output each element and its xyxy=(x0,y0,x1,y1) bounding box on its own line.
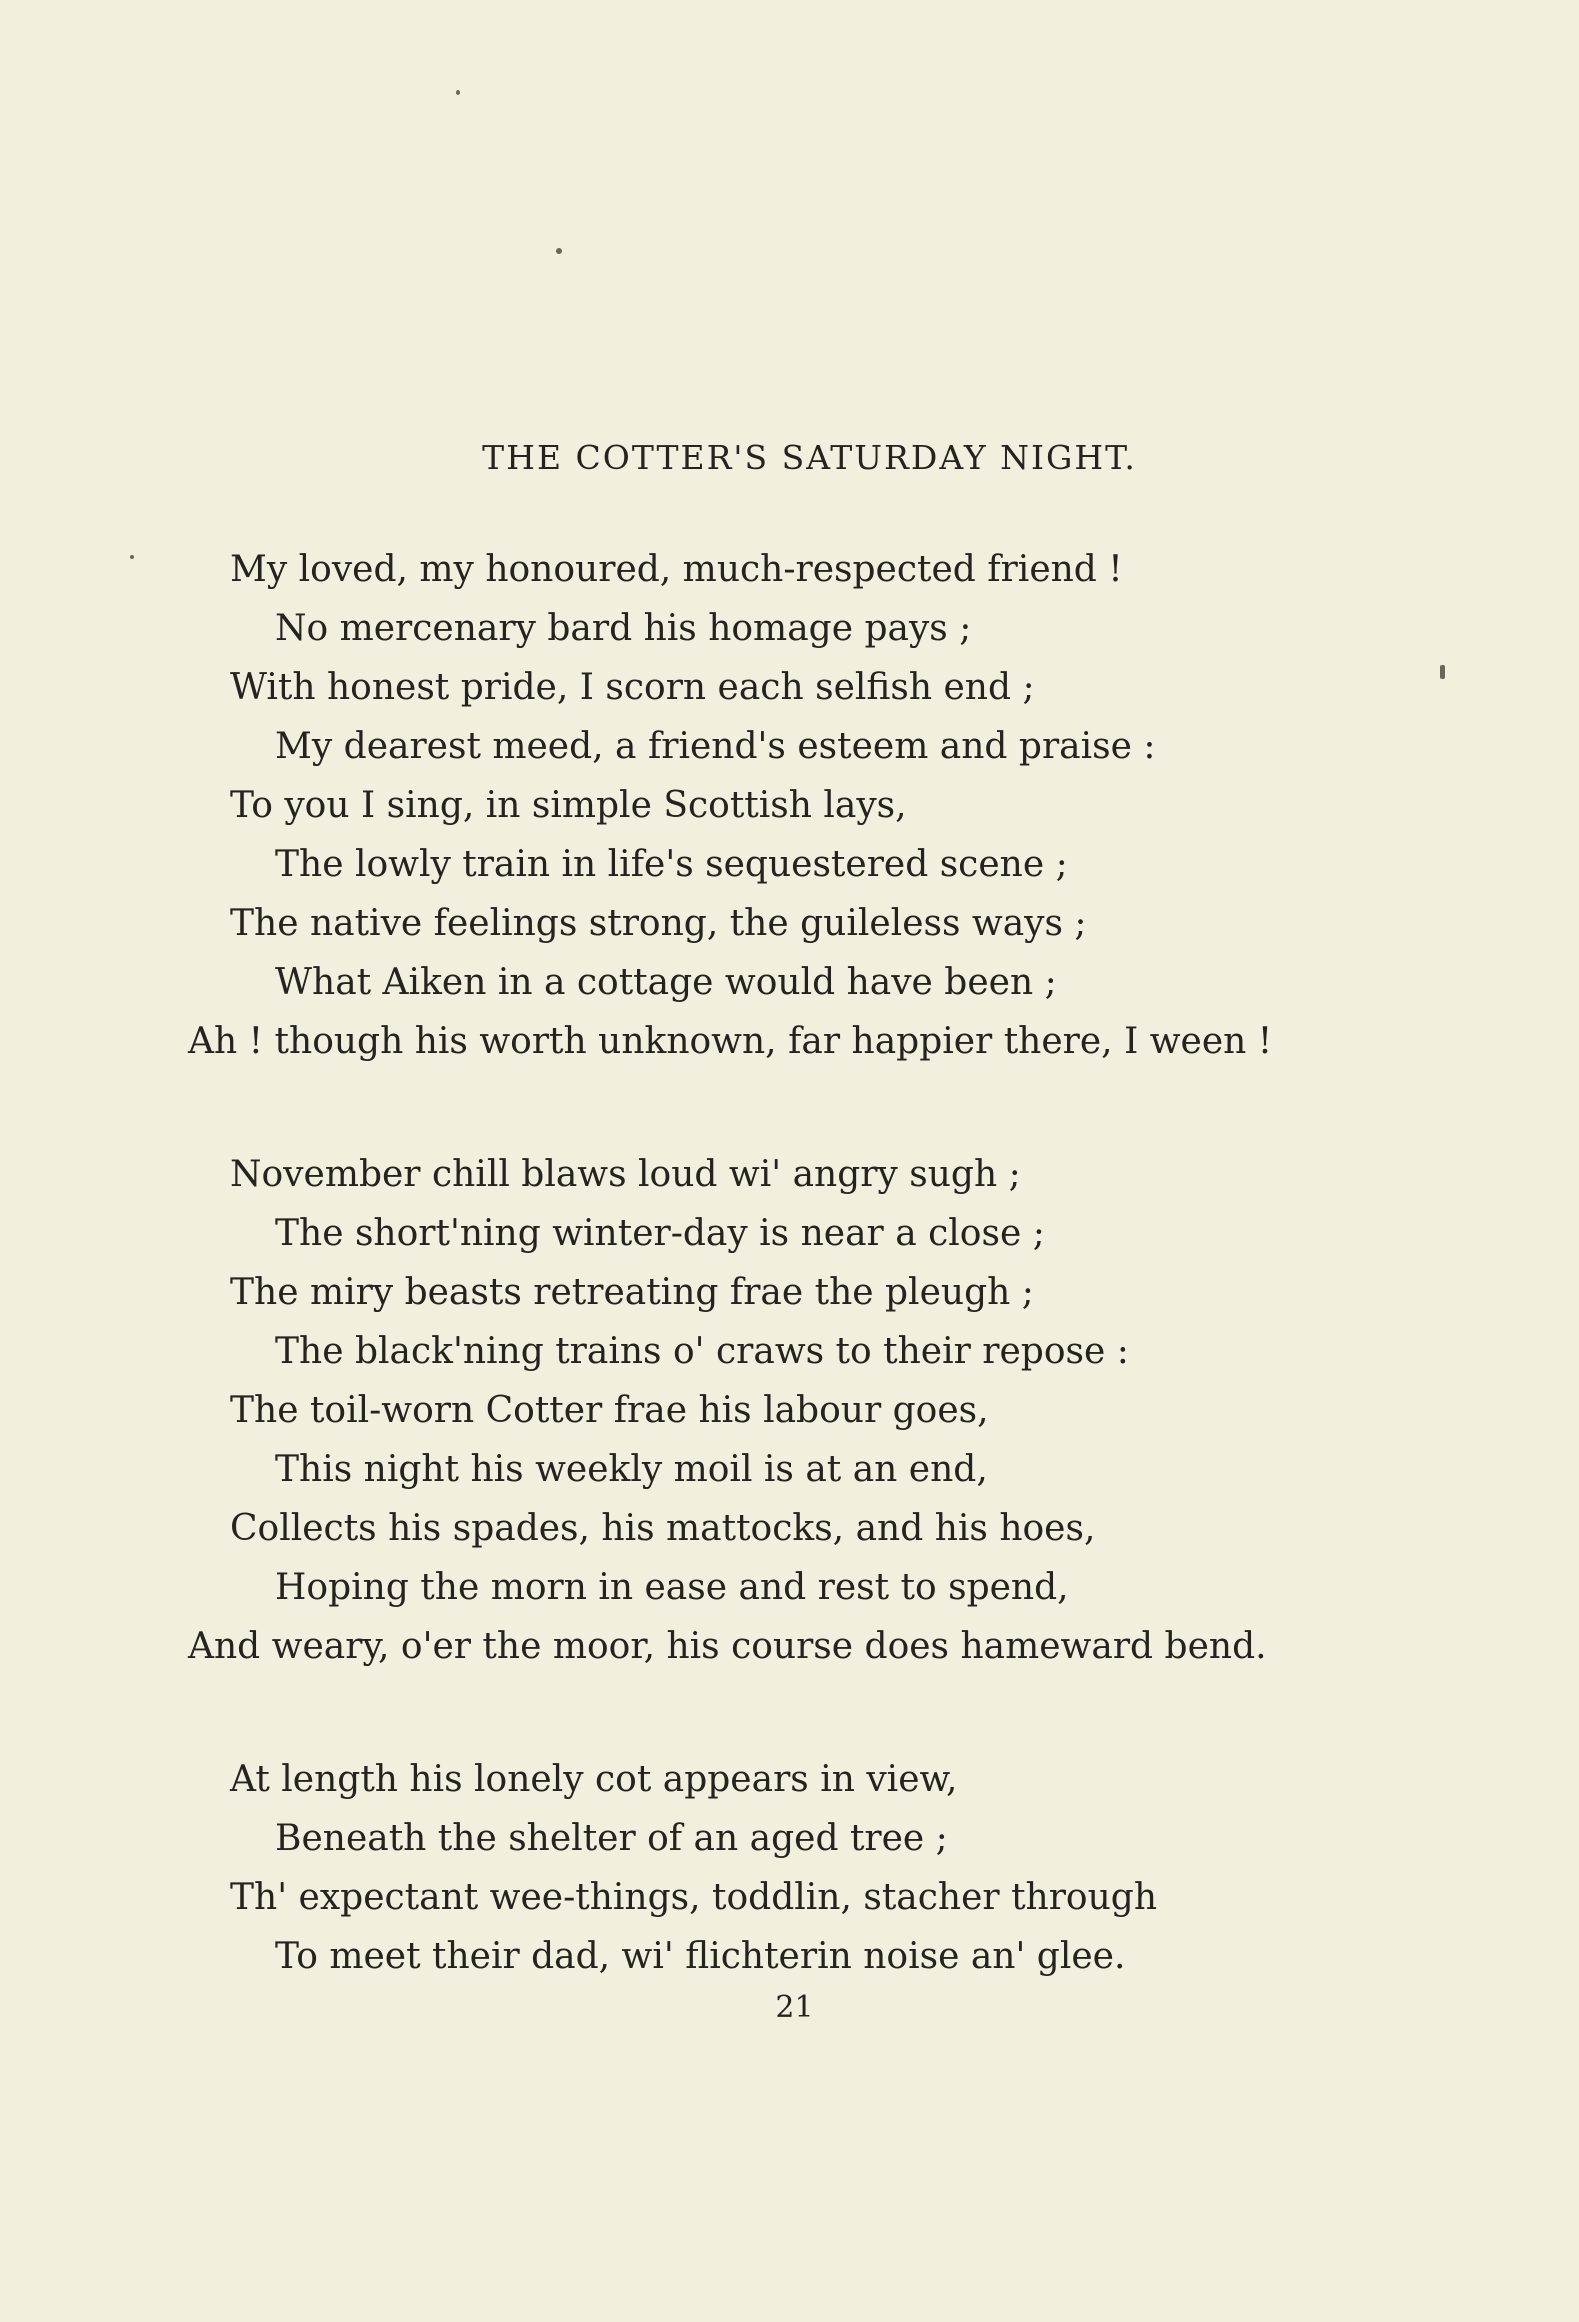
paper-speck xyxy=(456,90,460,95)
line-text: The black'ning trains o' craws to their repose : xyxy=(275,1331,1129,1372)
poem-line xyxy=(0,776,1579,835)
paper-speck xyxy=(130,555,134,559)
poem-line xyxy=(0,1322,1579,1381)
first-word: My xyxy=(230,549,288,590)
poem-line xyxy=(0,1617,1579,1676)
poem xyxy=(0,540,1579,2060)
line-text: This night his weekly moil is at an end, xyxy=(275,1449,988,1490)
poem-line xyxy=(0,1012,1579,1071)
line-text: My dearest meed, a friend's esteem and praise : xyxy=(275,726,1156,767)
line-text: November chill blaws loud wi' angry sugh ; xyxy=(230,1154,1021,1195)
line-text: Beneath the shelter of an aged tree ; xyxy=(275,1818,948,1859)
poem-line xyxy=(0,1440,1579,1499)
stanza xyxy=(0,540,1579,1071)
line-text: Collects his spades, his mattocks, and his hoes, xyxy=(230,1508,1096,1549)
paper-speck xyxy=(556,248,562,254)
poem-line xyxy=(0,1381,1579,1440)
poem-line xyxy=(0,1204,1579,1263)
poem-line xyxy=(0,953,1579,1012)
poem-line xyxy=(0,1809,1579,1868)
poem-line xyxy=(0,599,1579,658)
line-text: And weary, o'er the moor, his course does hameward bend. xyxy=(188,1626,1267,1667)
line-text: No mercenary bard his homage pays ; xyxy=(275,608,972,649)
line-text: Ah ! though his worth unknown, far happier there, I ween ! xyxy=(188,1021,1273,1062)
line-text: loved, my honoured, much-respected friend ! xyxy=(287,549,1123,590)
line-text: Hoping the morn in ease and rest to spend, xyxy=(275,1567,1069,1608)
poem-line xyxy=(0,835,1579,894)
poem-line xyxy=(0,658,1579,717)
paper-speck xyxy=(1440,665,1445,679)
line-text: To you I sing, in simple Scottish lays, xyxy=(230,785,907,826)
page-title: THE COTTER'S SATURDAY NIGHT. xyxy=(482,438,1137,477)
line-text: What Aiken in a cottage would have been ; xyxy=(275,962,1057,1003)
poem-line xyxy=(0,1145,1579,1204)
line-text: The short'ning winter-day is near a close ; xyxy=(275,1213,1045,1254)
poem-line xyxy=(0,1927,1579,1986)
line-text: At length his lonely cot appears in view, xyxy=(230,1759,958,1800)
poem-line xyxy=(0,1263,1579,1322)
poem-line xyxy=(0,540,1579,599)
poem-line xyxy=(0,894,1579,953)
line-text: The toil-worn Cotter frae his labour goes, xyxy=(230,1390,989,1431)
poem-line xyxy=(0,1499,1579,1558)
stanza xyxy=(0,1145,1579,1676)
stanza xyxy=(0,1750,1579,1986)
line-text: The lowly train in life's sequestered scene ; xyxy=(275,844,1068,885)
line-text: To meet their dad, wi' flichterin noise an' glee. xyxy=(275,1936,1126,1977)
poem-line xyxy=(0,1868,1579,1927)
line-text: The native feelings strong, the guileless ways ; xyxy=(230,903,1087,944)
line-text: The miry beasts retreating frae the pleugh ; xyxy=(230,1272,1034,1313)
page-number: 21 xyxy=(775,1990,814,2025)
poem-line xyxy=(0,1558,1579,1617)
line-text: With honest pride, I scorn each selfish end ; xyxy=(230,667,1035,708)
poem-line xyxy=(0,1750,1579,1809)
poem-line xyxy=(0,717,1579,776)
line-text: Th' expectant wee-things, toddlin, stacher through xyxy=(230,1877,1158,1918)
